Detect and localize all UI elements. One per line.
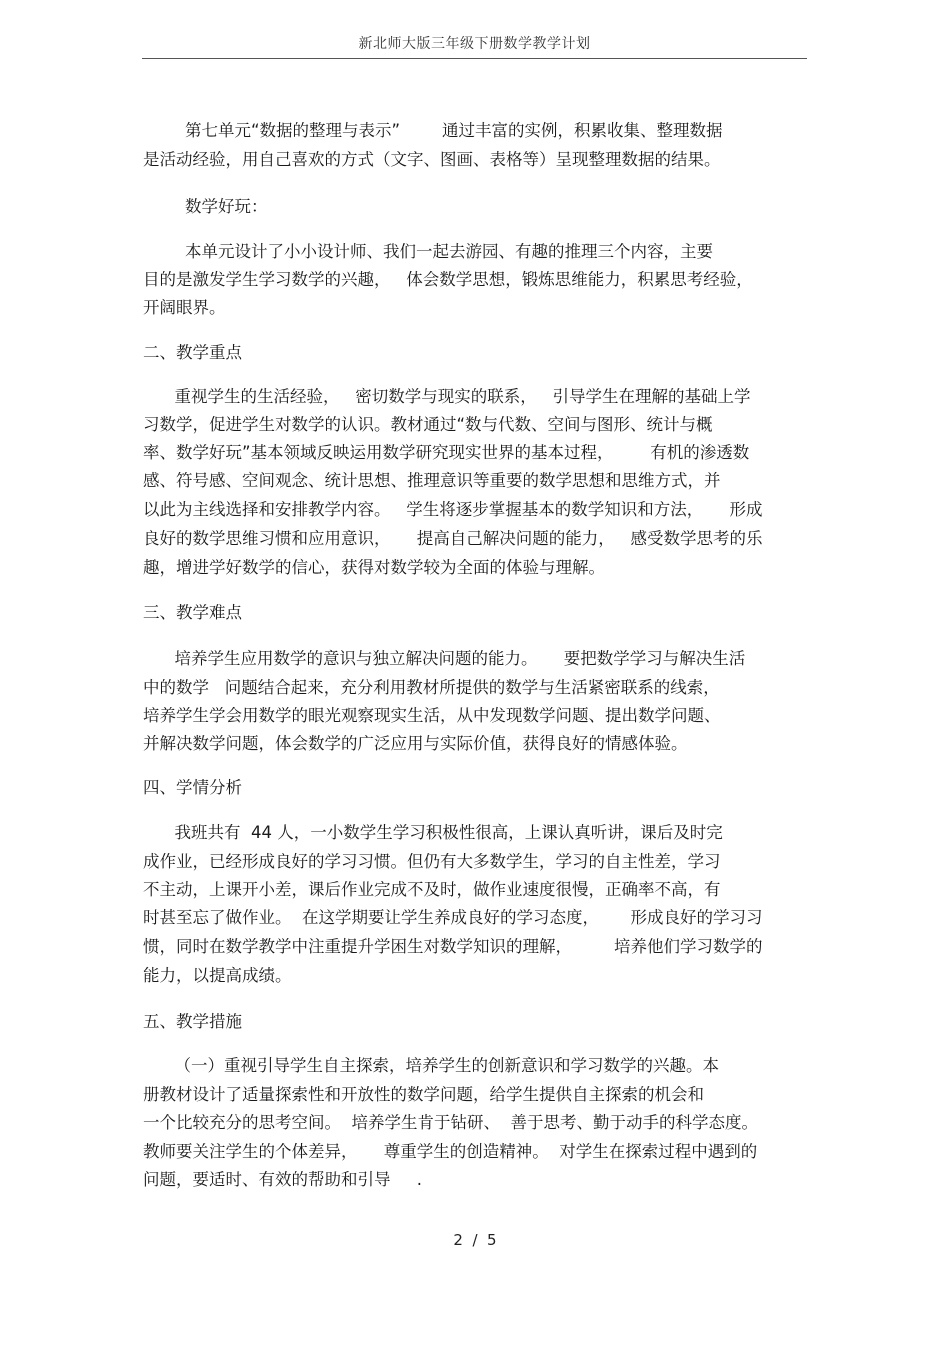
text-line: 第七单元“数据的整理与表示” 通过丰富的实例，积累收集、整理数据: [143, 121, 723, 140]
text-line: 不主动，上课开小差，课后作业完成不及时，做作业速度很慢，正确率不高，有: [143, 880, 721, 899]
text-line: 是活动经验，用自己喜欢的方式（文字、图画、表格等）呈现整理数据的结果。: [143, 150, 721, 169]
text-line: 趣，增进学好数学的信心，获得对数学较为全面的体验与理解。: [143, 558, 605, 577]
text-line: 以此为主线选择和安排教学内容。 学生将逐步掌握基本的数学知识和方法， 形成: [143, 500, 763, 519]
section-heading: 四、学情分析: [143, 778, 242, 797]
text-line: 习数学，促进学生对数学的认识。教材通过“数与代数、空间与图形、统计与概: [143, 415, 713, 434]
text-line: 开阔眼界。: [143, 298, 226, 317]
text-line: 目的是激发学生学习数学的兴趣， 体会数学思想，锻炼思维能力，积累思考经验，: [143, 270, 753, 289]
text-line: 惯，同时在数学教学中注重提升学困生对数学知识的理解， 培养他们学习数学的: [143, 937, 763, 956]
page-header-title: 新北师大版三年级下册数学教学计划: [358, 36, 591, 52]
text-line: 成作业，已经形成良好的学习习惯。但仍有大多数学生，学习的自主性差，学习: [143, 852, 721, 871]
text-line: 良好的数学思维习惯和应用意识， 提高自己解决问题的能力， 感受数学思考的乐: [143, 529, 763, 548]
section-heading: 二、教学重点: [143, 343, 242, 362]
text-line: 培养学生应用数学的意识与独立解决问题的能力。 要把数学学习与解决生活: [143, 649, 746, 668]
text-line: （一）重视引导学生自主探索，培养学生的创新意识和学习数学的兴趣。本: [143, 1056, 719, 1075]
text-line: 问题，要适时、有效的帮助和引导 .: [143, 1170, 422, 1189]
header-divider: [142, 58, 807, 59]
text-line: 数学好玩：: [143, 197, 268, 216]
text-line: 本单元设计了小小设计师、我们一起去游园、有趣的推理三个内容，主要: [143, 242, 713, 261]
text-line: 感、符号感、空间观念、统计思想、推理意识等重要的数学思想和思维方式，并: [143, 471, 721, 490]
text-line: 时甚至忘了做作业。 在这学期要让学生养成良好的学习态度， 形成良好的学习习: [143, 908, 763, 927]
text-line: 重视学生的生活经验， 密切数学与现实的联系， 引导学生在理解的基础上学: [143, 387, 751, 406]
text-line: 并解决数学问题，体会数学的广泛应用与实际价值，获得良好的情感体验。: [143, 734, 688, 753]
text-line: 教师要关注学生的个体差异， 尊重学生的创造精神。 对学生在探索过程中遇到的: [143, 1142, 758, 1161]
text-line: 培养学生学会用数学的眼光观察现实生活，从中发现数学问题、提出数学问题、: [143, 706, 721, 725]
text-line: 中的数学 问题结合起来，充分利用教材所提供的数学与生活紧密联系的线索，: [143, 678, 720, 697]
text-line: 一个比较充分的思考空间。 培养学生肯于钻研、 善于思考、勤于动手的科学态度。: [143, 1113, 758, 1132]
section-heading: 三、教学难点: [143, 603, 242, 622]
page-number: 2 / 5: [453, 1231, 497, 1249]
section-heading: 五、教学措施: [143, 1012, 242, 1031]
text-line: 能力，以提高成绩。: [143, 966, 292, 985]
text-line: 册教材设计了适量探索性和开放性的数学问题，给学生提供自主探索的机会和: [143, 1085, 704, 1104]
text-line: 率、数学好玩”基本领域反映运用数学研究现实世界的基本过程， 有机的渗透数: [143, 443, 750, 462]
text-line: 我班共有 44 人，一小数学生学习积极性很高，上课认真听讲，课后及时完: [143, 823, 723, 842]
